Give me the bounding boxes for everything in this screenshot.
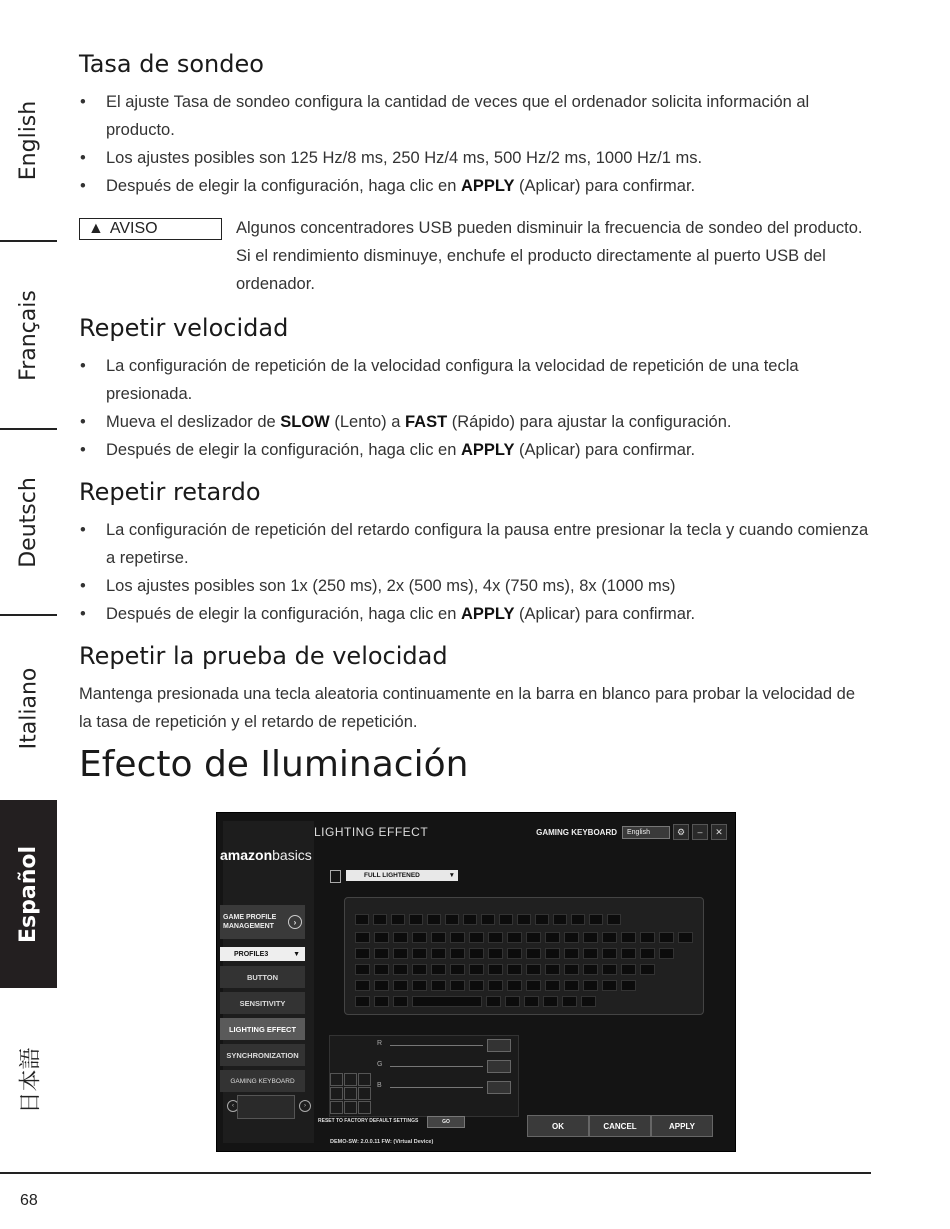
polling-list: [79, 88, 869, 200]
keyboard-key: [488, 932, 503, 943]
nav-sensitivity[interactable]: [220, 992, 305, 1014]
chevron-down-icon: ▼: [448, 872, 455, 879]
reset-go-button[interactable]: GO: [427, 1116, 465, 1128]
lang-tab-japanese[interactable]: [0, 990, 57, 1170]
keyboard-key: [607, 914, 621, 925]
profile-value: PROFILE3: [234, 950, 269, 958]
ok-button[interactable]: OK: [527, 1115, 589, 1137]
keyboard-key: [450, 980, 465, 991]
keyboard-key: [412, 964, 427, 975]
keyboard-key: [583, 948, 598, 959]
red-label: R: [377, 1040, 383, 1047]
bold-apply: APPLY: [460, 441, 515, 459]
keyboard-key: [526, 964, 541, 975]
close-icon[interactable]: ✕: [711, 824, 727, 840]
bold-slow: SLOW: [280, 413, 330, 431]
main-content: [79, 50, 869, 793]
keyboard-key: [355, 914, 369, 925]
keyboard-key: [517, 914, 531, 925]
version-text: DEMO-SW: 2.0.0.11 FW: (Virtual Device): [330, 1139, 434, 1145]
bold-apply: APPLY: [460, 605, 515, 623]
keyboard-key: [545, 948, 560, 959]
text: Después de elegir la configuración, haga clic en: [106, 605, 461, 623]
text: Después de elegir la configuración, haga clic en: [106, 177, 461, 195]
keyboard-key: [526, 948, 541, 959]
keyboard-key: [581, 996, 596, 1007]
nav-gaming-keyboard[interactable]: [220, 1070, 305, 1092]
keyboard-key: [545, 964, 560, 975]
list-item: [79, 600, 869, 628]
keyboard-key: [393, 932, 408, 943]
heading-lighting: Efecto de Iluminación: [79, 744, 469, 785]
nav-label: SENSITIVITY: [239, 998, 286, 1008]
keyboard-key: [499, 914, 513, 925]
keyboard-key: [553, 914, 567, 925]
keyboard-key: [678, 932, 693, 943]
keyboard-key: [526, 932, 541, 943]
cancel-button[interactable]: CANCEL: [589, 1115, 651, 1137]
profile-select[interactable]: [220, 947, 305, 961]
red-value[interactable]: [487, 1039, 511, 1052]
text: Mueva el deslizador de: [106, 413, 281, 431]
keyboard-key: [589, 914, 603, 925]
keyboard-key: [564, 948, 579, 959]
bold-apply: APPLY: [460, 177, 515, 195]
keyboard-key: [481, 914, 495, 925]
repeat-speed-list: [79, 352, 869, 464]
keyboard-key: [431, 948, 446, 959]
keyboard-key: [507, 932, 522, 943]
keyboard-key: [659, 932, 674, 943]
heading-polling: Tasa de sondeo: [79, 50, 264, 78]
keyboard-key: [450, 932, 465, 943]
keyboard-key: [507, 980, 522, 991]
effect-checkbox[interactable]: [330, 870, 341, 883]
keyboard-key: [602, 980, 617, 991]
blue-label: B: [377, 1082, 382, 1089]
color-cell[interactable]: [358, 1101, 371, 1114]
keyboard-thumbnail: [237, 1095, 295, 1119]
lang-tab-espanol[interactable]: [0, 800, 57, 988]
keyboard-key: [445, 914, 459, 925]
keyboard-key: [488, 980, 503, 991]
keyboard-key: [505, 996, 520, 1007]
footer-divider: [0, 1172, 871, 1174]
keyboard-key: [374, 932, 389, 943]
lang-tab-italiano[interactable]: [0, 616, 57, 800]
keyboard-key: [463, 914, 477, 925]
heading-repeat-test: Repetir la prueba de velocidad: [79, 642, 448, 670]
reset-label: RESET TO FACTORY DEFAULT SETTINGS: [318, 1118, 419, 1124]
color-cell[interactable]: [330, 1101, 343, 1114]
brand-main: amazon: [220, 847, 273, 863]
keyboard-key: [355, 980, 370, 991]
keyboard-key: [621, 964, 636, 975]
language-select[interactable]: English: [622, 826, 670, 839]
keyboard-key: [469, 980, 484, 991]
red-slider[interactable]: [390, 1045, 483, 1046]
keyboard-key: [640, 964, 655, 975]
color-cell[interactable]: [358, 1073, 371, 1086]
keyboard-key: [469, 932, 484, 943]
text: Después de elegir la configuración, haga clic en: [106, 441, 461, 459]
keyboard-key: [431, 980, 446, 991]
keyboard-key: [412, 996, 482, 1007]
color-cell[interactable]: [344, 1073, 357, 1086]
lang-tab-english[interactable]: [0, 40, 57, 240]
text: (Aplicar) para confirmar.: [514, 177, 696, 195]
keyboard-key: [374, 964, 389, 975]
lang-tab-label: Français: [16, 289, 41, 381]
keyboard-key: [571, 914, 585, 925]
text: (Rápido) para ajustar la configuración.: [447, 413, 732, 431]
lang-tab-label: English: [16, 100, 42, 180]
keyboard-key: [412, 948, 427, 959]
green-value[interactable]: [487, 1060, 511, 1073]
keyboard-key: [564, 932, 579, 943]
keyboard-key: [621, 948, 636, 959]
list-item: • La configuración de repetición del retardo configura la pausa entre presionar la tecla y cuando comienza a repetirse.: [79, 516, 869, 572]
list-item: • Los ajustes posibles son 1x (250 ms), 2x (500 ms), 4x (750 ms), 8x (1000 ms): [79, 572, 869, 600]
nav-label: SYNCHRONIZATION: [226, 1050, 299, 1060]
keyboard-key: [602, 964, 617, 975]
keyboard-key: [543, 996, 558, 1007]
notice-label: [79, 218, 222, 240]
device-label: GAMING KEYBOARD: [536, 827, 617, 837]
apply-button[interactable]: APPLY: [651, 1115, 713, 1137]
keyboard-key: [355, 932, 370, 943]
keyboard-key: [524, 996, 539, 1007]
notice-text: Algunos concentradores USB pueden disminuir la frecuencia de sondeo del producto. Si el rendimiento disminuye, enchufe el producto directamente al puerto USB del ordenador.: [236, 219, 863, 293]
keyboard-key: [374, 980, 389, 991]
keyboard-key: [355, 996, 370, 1007]
keyboard-key: [507, 964, 522, 975]
keyboard-key: [640, 948, 655, 959]
keyboard-key: [393, 948, 408, 959]
lang-tab-francais[interactable]: [0, 242, 57, 428]
blue-value[interactable]: [487, 1081, 511, 1094]
color-cell[interactable]: [344, 1101, 357, 1114]
color-cell[interactable]: [330, 1073, 343, 1086]
keyboard-key: [374, 948, 389, 959]
keyboard-key: [602, 948, 617, 959]
keyboard-key: [488, 964, 503, 975]
keyboard-preview: [344, 897, 704, 1015]
chevron-down-icon: ▼: [293, 950, 300, 958]
keyboard-key: [535, 914, 549, 925]
list-item: • Los ajustes posibles son 125 Hz/8 ms, 250 Hz/4 ms, 500 Hz/2 ms, 1000 Hz/1 ms.: [79, 144, 869, 172]
keyboard-key: [602, 932, 617, 943]
keyboard-key: [583, 980, 598, 991]
keyboard-key: [659, 948, 674, 959]
brand-sub: basics: [272, 847, 312, 863]
nav-synchronization[interactable]: [220, 1044, 305, 1066]
keyboard-key: [355, 964, 370, 975]
settings-icon[interactable]: ⚙: [673, 824, 689, 840]
list-item: [79, 172, 869, 200]
nav-label: BUTTON: [246, 972, 279, 982]
nav-lighting-effect[interactable]: [220, 1018, 305, 1040]
text: (Aplicar) para confirmar.: [514, 605, 696, 623]
app-title: LIGHTING EFFECT: [314, 825, 429, 839]
list-item: • La configuración de repetición de la velocidad configura la velocidad de repetición de una tecla presionada.: [79, 352, 869, 408]
keyboard-key: [450, 948, 465, 959]
effect-select[interactable]: [346, 870, 458, 881]
profile-management-label: GAME PROFILE MANAGEMENT: [223, 914, 277, 930]
keyboard-key: [583, 964, 598, 975]
text: (Aplicar) para confirmar.: [514, 441, 696, 459]
nav-label: GAMING KEYBOARD: [230, 1077, 295, 1085]
nav-button[interactable]: [220, 966, 305, 988]
keyboard-key: [412, 980, 427, 991]
profile-management-button[interactable]: [220, 905, 305, 939]
keyboard-key: [621, 932, 636, 943]
keyboard-key: [507, 948, 522, 959]
keyboard-key: [393, 996, 408, 1007]
brand-logo: [220, 847, 312, 863]
keyboard-key: [526, 980, 541, 991]
notice-label-text: AVISO: [109, 220, 158, 237]
keyboard-key: [564, 980, 579, 991]
keyboard-key: [545, 932, 560, 943]
page-number: 68: [20, 1192, 38, 1209]
keyboard-key: [373, 914, 387, 925]
lang-tab-label: Deutsch: [16, 476, 42, 568]
lang-tab-label: 日本語: [18, 1046, 44, 1114]
warning-icon: ▲: [88, 220, 104, 237]
list-item: [79, 408, 869, 436]
color-cell[interactable]: [344, 1087, 357, 1100]
effect-value: FULL LIGHTENED: [364, 872, 420, 879]
keyboard-key: [355, 948, 370, 959]
green-label: G: [377, 1061, 383, 1068]
notice-box: [79, 214, 869, 298]
keyboard-key: [545, 980, 560, 991]
bold-fast: FAST: [404, 413, 448, 431]
lang-tab-label: Español: [16, 845, 42, 943]
keyboard-key: [564, 964, 579, 975]
keyboard-key: [583, 932, 598, 943]
lang-tab-deutsch[interactable]: [0, 430, 57, 614]
nav-label: LIGHTING EFFECT: [228, 1024, 297, 1034]
keyboard-key: [488, 948, 503, 959]
list-item: [79, 436, 869, 464]
keyboard-key: [374, 996, 389, 1007]
heading-repeat-speed: Repetir velocidad: [79, 314, 289, 342]
keyboard-key: [621, 980, 636, 991]
heading-repeat-delay: Repetir retardo: [79, 478, 261, 506]
app-topbar: [314, 821, 727, 843]
keyboard-key: [469, 948, 484, 959]
minimize-icon[interactable]: –: [692, 824, 708, 840]
text: (Lento) a: [329, 413, 405, 431]
chevron-right-icon: ›: [288, 915, 302, 929]
keyboard-key: [431, 932, 446, 943]
next-device-icon[interactable]: ›: [299, 1100, 311, 1112]
repeat-delay-list: [79, 516, 869, 628]
keyboard-key: [431, 964, 446, 975]
keyboard-key: [640, 932, 655, 943]
software-screenshot: [216, 812, 736, 1152]
keyboard-key: [391, 914, 405, 925]
keyboard-key: [393, 964, 408, 975]
keyboard-key: [427, 914, 441, 925]
repeat-test-text: Mantenga presionada una tecla aleatoria continuamente en la barra en blanco para probar la velocidad de la tasa de repetición y el retardo de repetición.: [79, 685, 856, 731]
lang-tab-label: Italiano: [16, 667, 41, 749]
keyboard-key: [412, 932, 427, 943]
list-item: • El ajuste Tasa de sondeo configura la cantidad de veces que el ordenador solicita información al producto.: [79, 88, 869, 144]
blue-slider[interactable]: [390, 1087, 483, 1088]
keyboard-key: [562, 996, 577, 1007]
color-cell[interactable]: [330, 1087, 343, 1100]
color-cell[interactable]: [358, 1087, 371, 1100]
keyboard-key: [393, 980, 408, 991]
keyboard-key: [486, 996, 501, 1007]
keyboard-key: [450, 964, 465, 975]
keyboard-key: [469, 964, 484, 975]
prev-device-icon[interactable]: ‹: [227, 1100, 239, 1112]
green-slider[interactable]: [390, 1066, 483, 1067]
keyboard-key: [409, 914, 423, 925]
